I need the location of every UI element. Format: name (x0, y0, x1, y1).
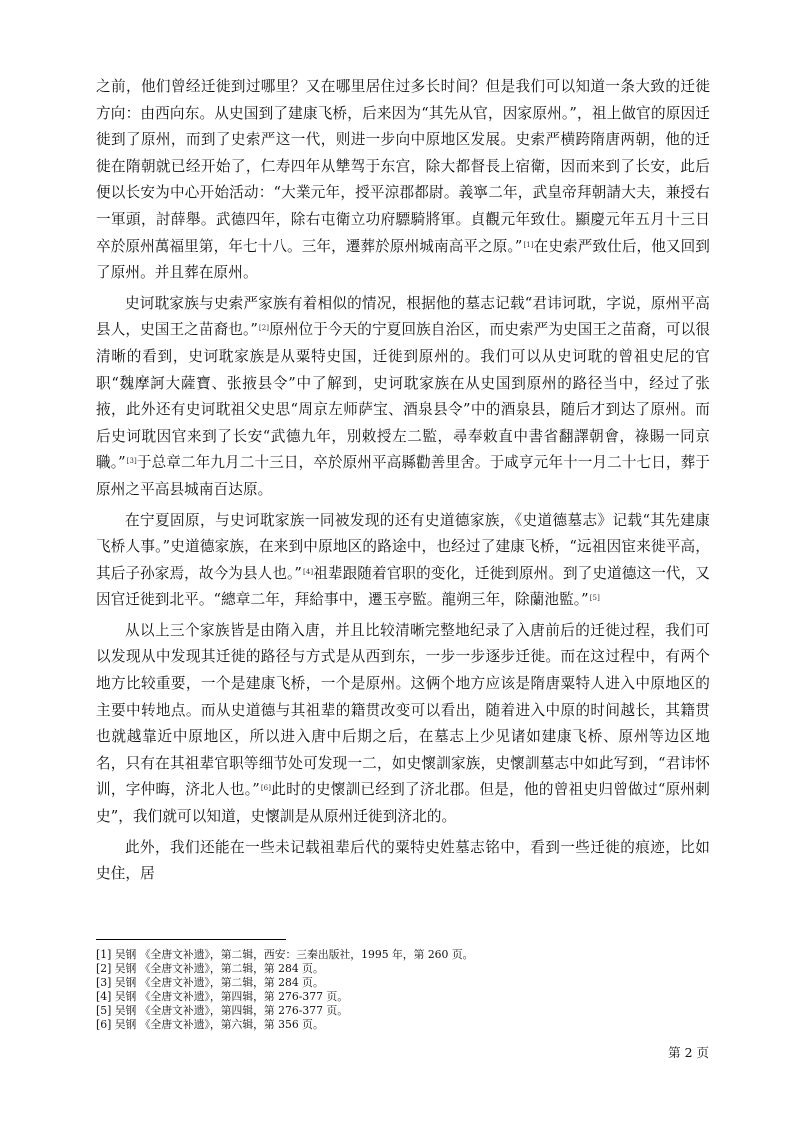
footnote-ref: [4] (303, 567, 314, 576)
paragraph-text: 原州位于今天的宁夏回族自治区，而史索严为史国王之苗裔，可以很清晰的看到，史诃耽家族是从粟特史国，迁徙到原州的。我们可以从史诃耽的曾祖史尼的官职“魏摩訶大薩寶、张掖县令”中了解到，史诃耽家族在从史国到原州的路径当中，经过了张掖，此外还有史诃耽祖父史思“周京左师萨宝、酒泉县令”中的酒泉县，随后才到达了原州。而后史诃耽因官来到了长安“武德九年，別敕授左二監，尋奉敕直中書省翻譯朝會，祿賜一同京職。” (96, 321, 710, 472)
footnote-rule (96, 939, 286, 940)
footnotes (96, 948, 710, 1033)
footnote-ref: [1] (523, 240, 534, 249)
footnote-item: [2] 吴钢 《全唐文补遗》，第二辑，第 284 页。 (96, 962, 324, 976)
footnote-ref: [2] (258, 324, 270, 333)
footnote-ref: [6] (260, 784, 272, 793)
paragraph-text: 在宁夏固原，与史诃耽家族一同被发现的还有史道德家族，《史道德墓志》记载“其先建康飞桥人事。”史道德家族，在来到中原地区的路途中，也经过了建康飞桥，“远祖因宦来徙平高，其后子孙家焉，故今为县人也。” (96, 511, 710, 582)
page-number: 第 2 页 (668, 1045, 709, 1060)
footnote-item: [3] 吴钢 《全唐文补遗》，第二辑，第 284 页。 (96, 976, 324, 990)
paragraph-text: 此外，我们还能在一些未记载祖辈后代的粟特史姓墓志铭中，看到一些迁徙的痕迹，比如史住，居 (96, 838, 710, 883)
paragraph (96, 618, 710, 831)
paragraph-text: 之前，他们曾经迁徙到过哪里？又在哪里居住过多长时间？但是我们可以知道一条大致的迁徙方向：由西向东。从史国到了建康飞桥，后来因为“其先从官，因家原州。”，祖上做官的原因迁徙到了原州，而到了史索严这一代，则进一步向中原地区发展。史索严横跨隋唐两朝，他的迁徙在隋朝就已经开始了，仁寿四年从犨驾于东宫，除大都督長上宿衛，因而来到了长安，此后便以长安为中心开始活动：“大業元年，授平涼郡都尉。義寧二年，武皇帝拜朝請大夫，兼授右一軍頭，討薛舉。武德四年，除右屯衛立功府驃騎將軍。貞觀元年致仕。顯慶元年五月十三日卒於原州萬福里第，年七十八。三年，遷葬於原州城南高平之原。” (96, 78, 710, 255)
paragraph (96, 835, 710, 888)
paragraph-text: 祖辈跟随着官职的变化，迁徙到原州。到了史道德这一代，又因官迁徙到北平。“總章二年，拜給事中，遷玉亭監。龍朔三年，除蘭池監。” (96, 564, 710, 609)
footnote-ref: [3] (126, 457, 137, 466)
paragraph-text: 于总章二年九月二十三日，卒於原州平高縣勸善里舍。于咸亨元年十一月二十七日，葬于原州之平高县城南百达原。 (96, 454, 710, 498)
footnote-item: [1] 吴钢 《全唐文补遗》，第二辑，西安：三秦出版社，1995 年，第 260 页。 (96, 948, 474, 961)
paragraph (96, 508, 710, 614)
footnote-item: [5] 吴钢 《全唐文补遗》，第四辑，第 276-377 页。 (96, 1004, 349, 1018)
paragraph-text: 史诃耽家族与史索严家族有着相似的情况，根据他的墓志记载“君讳诃耽，字说，原州平高县人，史国王之苗裔也。” (96, 294, 710, 339)
footnote-ref: [5] (589, 594, 600, 603)
body-text (96, 74, 710, 888)
paragraph-text: 在史索严致仕后，他又回到了原州。并且葬在原州。 (96, 237, 711, 282)
paragraph (96, 74, 710, 287)
footnote-item: [6] 吴钢 《全唐文补遗》，第六辑，第 356 页。 (96, 1018, 324, 1032)
paragraph (96, 291, 710, 504)
paragraph-text: 此时的史懷訓已经到了济北郡。但是，他的曾祖史归曾做过“原州刺史”，我们就可以知道，史懷訓是从原州迁徙到济北的。 (96, 781, 710, 826)
footnote-item: [4] 吴钢 《全唐文补遗》，第四辑，第 276-377 页。 (96, 990, 349, 1004)
paragraph-text: 从以上三个家族皆是由隋入唐，并且比较清晰完整地纪录了入唐前后的迁徙过程，我们可以发现从中发现其迁徙的路径与方式是从西到东，一步一步逐步迁徙。而在这过程中，有两个地方比较重要，一个是建康飞桥，一个是原州。这俩个地方应该是隋唐粟特人进入中原地区的主要中转地点。而从史道德与其祖辈的籍贯改变可以看出，随着进入中原的时间越长，其籍贯也就越靠近中原地区，所以进入唐中后期之后，在墓志上少见诸如建康飞桥、原州等边区地名，只有在其祖辈官职等细节处可发现一二，如史懷訓家族，史懷訓墓志中如此写到，“君讳怀训，字仲晦，济北人也。” (96, 621, 710, 799)
